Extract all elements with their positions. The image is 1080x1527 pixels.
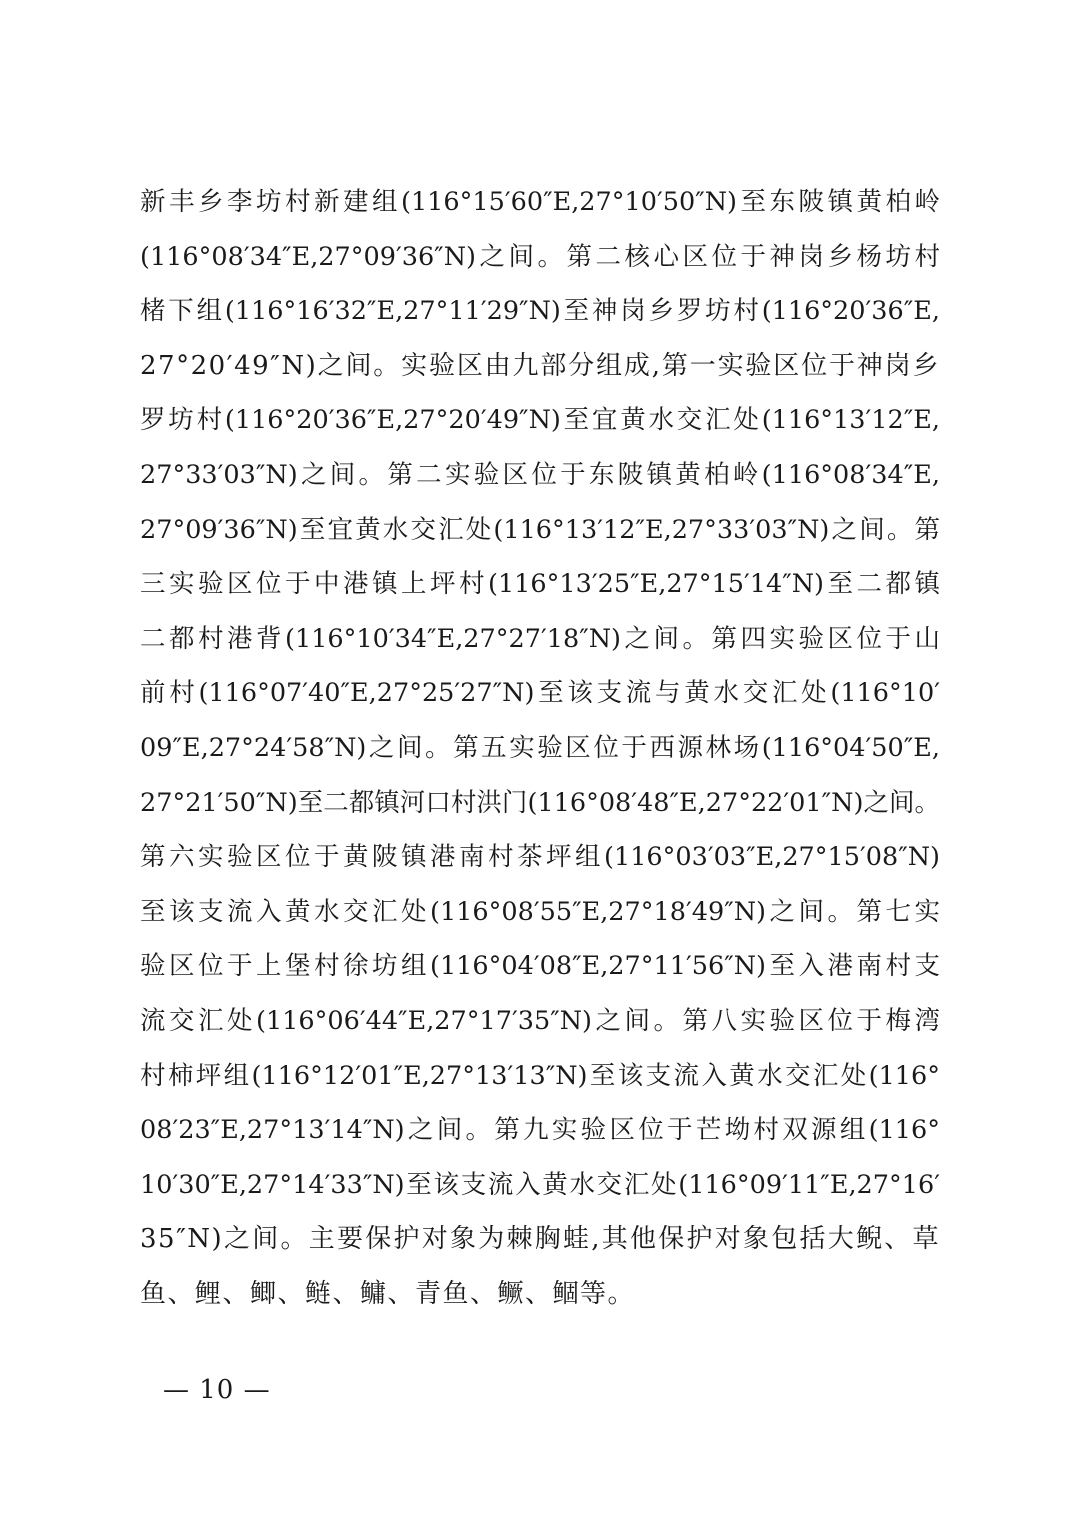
text-line: 二都村港背(116°10′34″E,27°27′18″N)之间。第四实验区位于山 — [140, 623, 940, 654]
text-line: 08′23″E,27°13′14″N)之间。第九实验区位于芒坳村双源组(116° — [140, 1115, 940, 1146]
text-line: 27°20′49″N)之间。实验区由九部分组成,第一实验区位于神岗乡 — [140, 350, 940, 381]
text-line: 罗坊村(116°20′36″E,27°20′49″N)至宜黄水交汇处(116°13′12″E, — [140, 405, 940, 436]
text-line: 新丰乡李坊村新建组(116°15′60″E,27°10′50″N)至东陂镇黄柏岭 — [140, 187, 940, 217]
text-line: 35″N)之间。主要保护对象为棘胸蛙,其他保护对象包括大鲵、草 — [140, 1224, 940, 1255]
text-line: 验区位于上堡村徐坊组(116°04′08″E,27°11′56″N)至入港南村支 — [140, 951, 940, 982]
text-line: 10′30″E,27°14′33″N)至该支流入黄水交汇处(116°09′11″E,27°16′ — [140, 1169, 940, 1200]
text-line: 流交汇处(116°06′44″E,27°17′35″N)之间。第八实验区位于梅湾 — [140, 1005, 940, 1036]
text-line: 第六实验区位于黄陂镇港南村茶坪组(116°03′03″E,27°15′08″N) — [140, 842, 940, 873]
text-line: 至该支流入黄水交汇处(116°08′55″E,27°18′49″N)之间。第七实 — [140, 896, 940, 927]
text-line: 09″E,27°24′58″N)之间。第五实验区位于西源林场(116°04′50″E, — [140, 732, 940, 763]
text-line: 27°33′03″N)之间。第二实验区位于东陂镇黄柏岭(116°08′34″E, — [140, 459, 940, 490]
text-line: 楮下组(116°16′32″E,27°11′29″N)至神岗乡罗坊村(116°20′36″E, — [140, 296, 940, 327]
text-line: (116°08′34″E,27°09′36″N)之间。第二核心区位于神岗乡杨坊村 — [140, 241, 940, 272]
page-number: — 10 — — [163, 1375, 271, 1405]
text-line: 27°09′36″N)至宜黄水交汇处(116°13′12″E,27°33′03″N)之间。第 — [140, 514, 940, 545]
body-paragraph — [140, 175, 940, 1321]
text-line: 27°21′50″N)至二都镇河口村洪门(116°08′48″E,27°22′01″N)之间。 — [140, 787, 940, 818]
text-line: 前村(116°07′40″E,27°25′27″N)至该支流与黄水交汇处(116°10′ — [140, 678, 940, 709]
text-line: 三实验区位于中港镇上坪村(116°13′25″E,27°15′14″N)至二都镇 — [140, 569, 940, 600]
text-line: 鱼、鲤、鲫、鲢、鳙、青鱼、鳜、鲴等。 — [140, 1278, 636, 1309]
text-line: 村柿坪组(116°12′01″E,27°13′13″N)至该支流入黄水交汇处(116° — [140, 1060, 940, 1091]
